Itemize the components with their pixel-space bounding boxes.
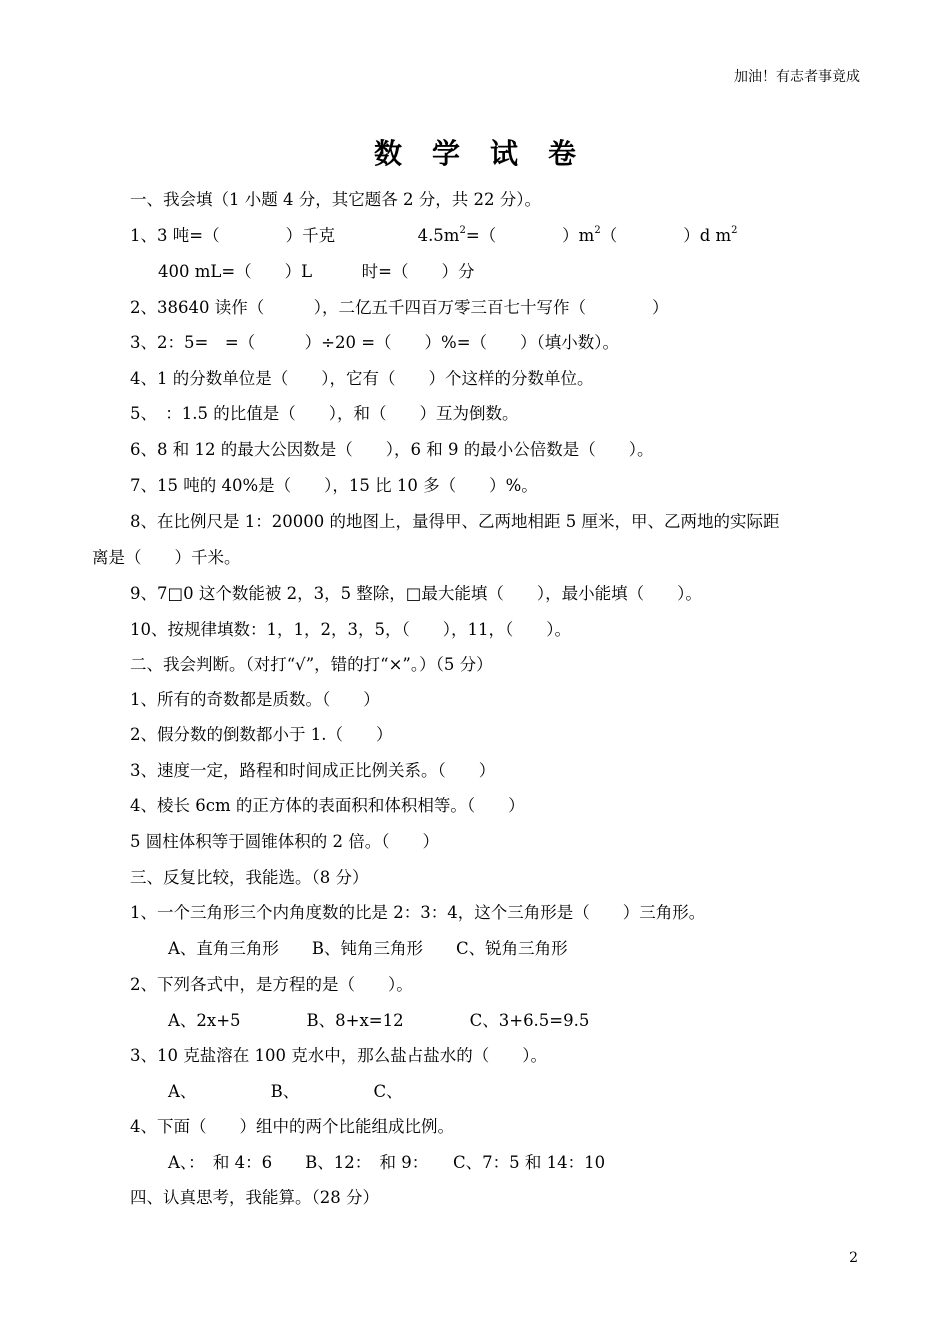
choice-3: 3、10 克盐溶在 100 克水中，那么盐占盐水的（ ）。 [130, 1046, 547, 1065]
judge-3: 3、速度一定，路程和时间成正比例关系。（ ） [130, 761, 496, 780]
question-5: 5、 ：1.5 的比值是（ ），和（ ）互为倒数。 [130, 404, 519, 423]
choice-4: 4、下面（ ）组中的两个比能组成比例。 [130, 1117, 454, 1136]
section-4-heading: 四、认真思考，我能算。（28 分） [130, 1188, 379, 1207]
question-8b: 离是（ ）千米。 [92, 548, 241, 567]
choice-2-options: A、2x+5 B、8+x=12 C、3+6.5=9.5 [168, 1011, 590, 1030]
choice-4-options: A、： 和 4：6 B、12： 和 9： C、7：5 和 14：10 [168, 1153, 606, 1172]
question-10: 10、按规律填数：1，1，2，3，5，（ ），11，（ ）。 [130, 620, 571, 639]
choice-2: 2、下列各式中，是方程的是（ ）。 [130, 975, 413, 994]
header-slogan: 加油！有志者事竟成 [734, 69, 860, 85]
question-8a: 8、在比例尺是 1：20000 的地图上，量得甲、乙两地相距 5 厘米，甲、乙两地的实际距 [130, 512, 780, 531]
question-4: 4、1 的分数单位是（ ），它有（ ）个这样的分数单位。 [130, 369, 594, 388]
judge-2: 2、假分数的倒数都小于 1.（ ） [130, 725, 393, 744]
question-9: 9、7□0 这个数能被 2，3，5 整除，□最大能填（ ），最小能填（ ）。 [130, 584, 702, 603]
question-7: 7、15 吨的 40%是（ ），15 比 10 多（ ）%。 [130, 476, 538, 495]
question-6: 6、8 和 12 的最大公因数是（ ），6 和 9 的最小公倍数是（ ）。 [130, 440, 654, 459]
question-2: 2、38640 读作（ ），二亿五千四百万零三百七十写作（ ） [130, 298, 669, 317]
question-3: 3、2：5= =（ ）÷20 =（ ）%=（ ）（填小数）。 [130, 333, 620, 352]
question-1a: 1、3 吨=（ ）千克 $4.5m^2=$（ ）$m^2$（ ）d $m^2$ [130, 225, 738, 245]
choice-1: 1、一个三角形三个内角度数的比是 2：3：4，这个三角形是（ ）三角形。 [130, 903, 706, 922]
page-title: 数学试卷 [373, 137, 606, 170]
choice-3-options: A、 B、 C、 [168, 1082, 403, 1101]
judge-5: 5 圆柱体积等于圆锥体积的 2 倍。（ ） [130, 832, 439, 851]
section-2-heading: 二、我会判断。（对打“√”，错的打“×”。）（5 分） [130, 655, 493, 674]
section-3-heading: 三、反复比较，我能选。（8 分） [130, 868, 369, 887]
question-1b: 400 mL=（ ）L 时=（ ）分 [158, 262, 475, 281]
page-number: 2 [849, 1250, 858, 1266]
section-1-heading: 一、我会填（1 小题 4 分，其它题各 2 分，共 22 分）。 [130, 190, 541, 209]
judge-4: 4、棱长 6cm 的正方体的表面积和体积相等。（ ） [130, 796, 525, 815]
judge-1: 1、所有的奇数都是质数。（ ） [130, 690, 380, 709]
choice-1-options: A、直角三角形 B、钝角三角形 C、锐角三角形 [168, 939, 568, 958]
